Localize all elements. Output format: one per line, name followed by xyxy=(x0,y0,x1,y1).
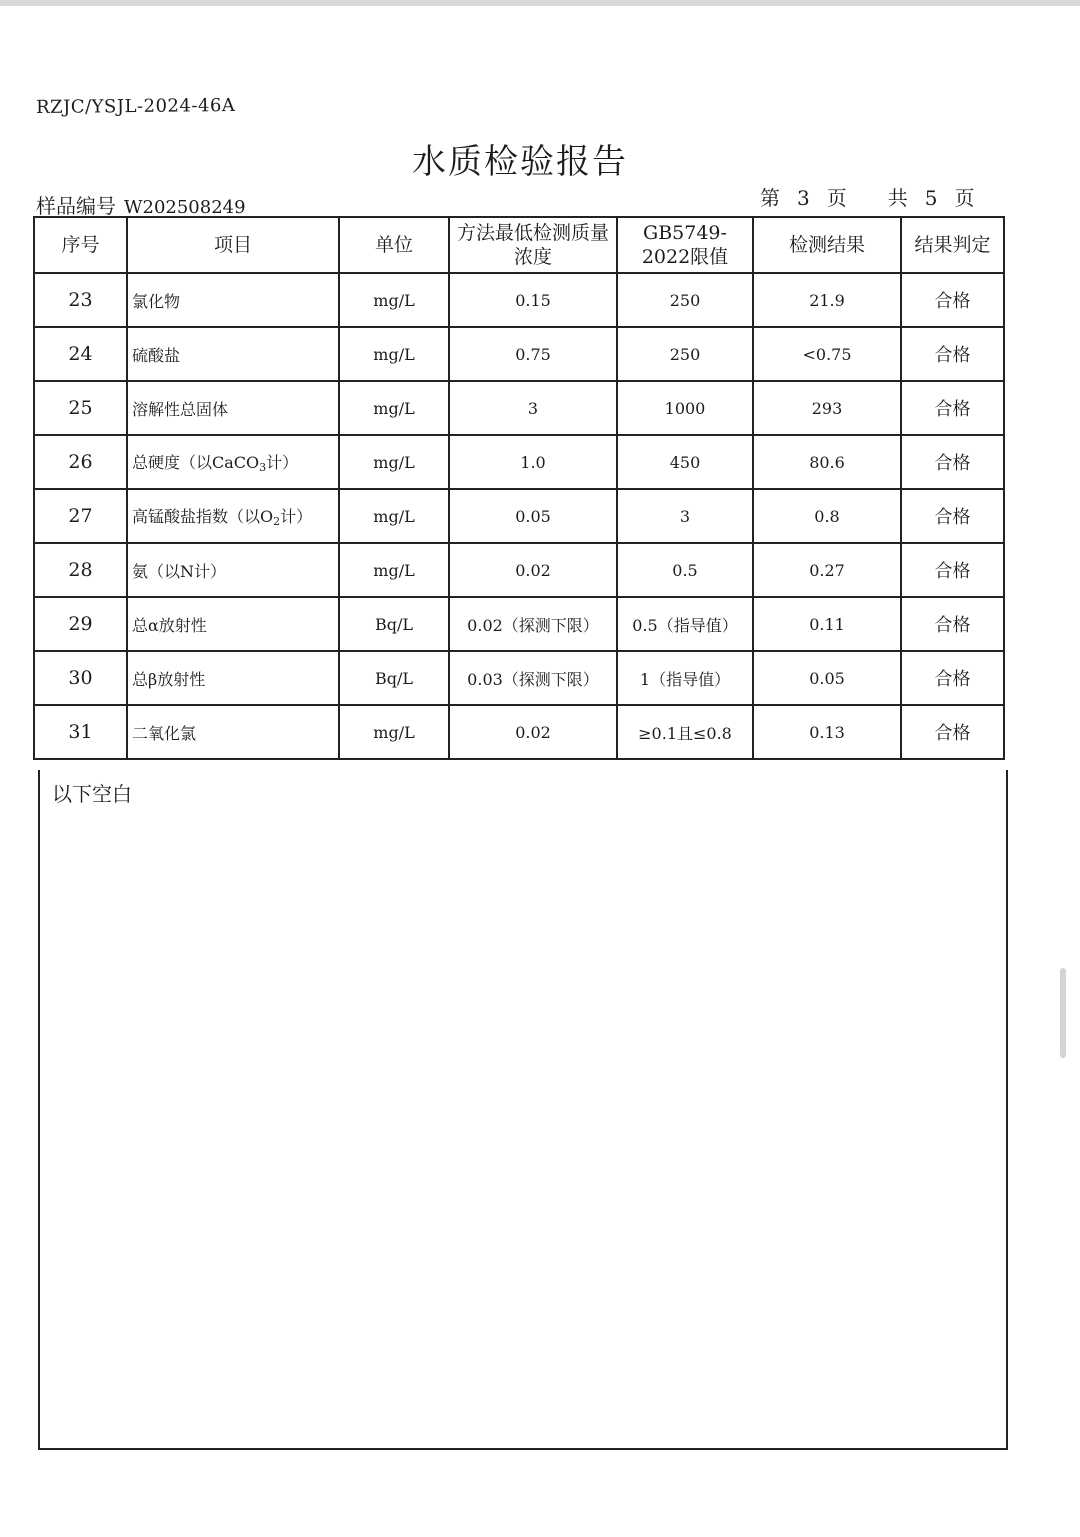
cell-limit: 3 xyxy=(617,489,753,543)
document-code: RZJC/YSJL-2024-46A xyxy=(35,94,236,119)
blank-note: 以下空白 xyxy=(52,782,132,806)
cell-judge: 合格 xyxy=(901,381,1004,435)
cell-unit: Bq/L xyxy=(339,597,449,651)
cell-result: 0.11 xyxy=(753,597,901,651)
total-suffix: 页 xyxy=(954,186,976,210)
item-text-end: 计） xyxy=(280,507,313,526)
header-seq: 序号 xyxy=(34,217,127,273)
sample-number-value: W202508249 xyxy=(124,197,246,218)
cell-item: 氯化物 xyxy=(127,273,339,327)
cell-judge: 合格 xyxy=(901,651,1004,705)
cell-item: 二氧化氯 xyxy=(127,705,339,759)
header-judgement: 结果判定 xyxy=(901,217,1004,273)
scrollbar-handle[interactable] xyxy=(1060,968,1066,1058)
page-current: 3 xyxy=(797,186,811,210)
cell-limit: 1（指导值） xyxy=(617,651,753,705)
cell-result: 0.13 xyxy=(753,705,901,759)
red-seal-fragment xyxy=(1030,1030,1080,1250)
table-row xyxy=(34,651,1004,705)
cell-method: 0.02 xyxy=(449,543,617,597)
cell-unit: Bq/L xyxy=(339,651,449,705)
cell-seq: 29 xyxy=(34,597,127,651)
results-table xyxy=(33,216,1005,760)
sample-number-line xyxy=(36,190,246,219)
cell-seq: 25 xyxy=(34,381,127,435)
table-row xyxy=(34,273,1004,327)
cell-result: 0.05 xyxy=(753,651,901,705)
cell-unit: mg/L xyxy=(339,327,449,381)
table-header-row xyxy=(34,217,1004,273)
cell-result: <0.75 xyxy=(753,327,901,381)
item-subscript: 3 xyxy=(259,461,267,474)
cell-item xyxy=(127,489,339,543)
cell-item: 总β放射性 xyxy=(127,651,339,705)
cell-method: 3 xyxy=(449,381,617,435)
header-standard-limit: GB5749-2022限值 xyxy=(617,217,753,273)
cell-judge: 合格 xyxy=(901,597,1004,651)
cell-method: 0.03（探测下限） xyxy=(449,651,617,705)
top-edge xyxy=(0,0,1080,6)
item-text-end: 计） xyxy=(266,453,299,472)
cell-judge: 合格 xyxy=(901,327,1004,381)
header-result: 检测结果 xyxy=(753,217,901,273)
page-indicator xyxy=(760,182,991,211)
cell-seq: 23 xyxy=(34,273,127,327)
cell-limit: 250 xyxy=(617,273,753,327)
cell-method: 0.02 xyxy=(449,705,617,759)
cell-method: 0.05 xyxy=(449,489,617,543)
cell-seq: 27 xyxy=(34,489,127,543)
table-row xyxy=(34,705,1004,759)
page-suffix: 页 xyxy=(826,186,848,210)
cell-judge: 合格 xyxy=(901,543,1004,597)
cell-result: 0.27 xyxy=(753,543,901,597)
header-method-limit: 方法最低检测质量浓度 xyxy=(449,217,617,273)
cell-limit: 450 xyxy=(617,435,753,489)
cell-limit: 0.5 xyxy=(617,543,753,597)
cell-seq: 26 xyxy=(34,435,127,489)
cell-judge: 合格 xyxy=(901,273,1004,327)
table-row xyxy=(34,435,1004,489)
cell-result: 293 xyxy=(753,381,901,435)
total-prefix: 共 xyxy=(887,186,909,210)
cell-limit: 250 xyxy=(617,327,753,381)
cell-result: 21.9 xyxy=(753,273,901,327)
cell-item: 硫酸盐 xyxy=(127,327,339,381)
cell-seq: 30 xyxy=(34,651,127,705)
cell-item: 总α放射性 xyxy=(127,597,339,651)
cell-method: 1.0 xyxy=(449,435,617,489)
cell-seq: 28 xyxy=(34,543,127,597)
table-row xyxy=(34,489,1004,543)
item-text: 高锰酸盐指数（以O xyxy=(132,507,274,526)
sample-number-label: 样品编号 xyxy=(36,194,116,218)
item-subscript: 2 xyxy=(273,515,281,528)
cell-unit: mg/L xyxy=(339,543,449,597)
cell-result: 0.8 xyxy=(753,489,901,543)
header-item: 项目 xyxy=(127,217,339,273)
document-title: 水质检验报告 xyxy=(412,142,628,182)
cell-unit: mg/L xyxy=(339,273,449,327)
page-prefix: 第 xyxy=(760,186,781,210)
cell-item: 溶解性总固体 xyxy=(127,381,339,435)
cell-result: 80.6 xyxy=(753,435,901,489)
table-row xyxy=(34,597,1004,651)
item-text: 总硬度（以CaCO xyxy=(132,453,260,472)
page-total: 5 xyxy=(924,186,939,210)
cell-unit: mg/L xyxy=(339,381,449,435)
table-row xyxy=(34,327,1004,381)
cell-limit: ≥0.1且≤0.8 xyxy=(617,705,753,759)
cell-seq: 24 xyxy=(34,327,127,381)
cell-method: 0.02（探测下限） xyxy=(449,597,617,651)
table-row xyxy=(34,381,1004,435)
blank-area xyxy=(38,770,1008,1450)
cell-limit: 1000 xyxy=(617,381,753,435)
cell-item xyxy=(127,435,339,489)
cell-judge: 合格 xyxy=(901,705,1004,759)
cell-seq: 31 xyxy=(34,705,127,759)
cell-judge: 合格 xyxy=(901,489,1004,543)
cell-unit: mg/L xyxy=(339,489,449,543)
cell-method: 0.15 xyxy=(449,273,617,327)
cell-unit: mg/L xyxy=(339,435,449,489)
cell-unit: mg/L xyxy=(339,705,449,759)
header-unit: 单位 xyxy=(339,217,449,273)
table-row xyxy=(34,543,1004,597)
cell-method: 0.75 xyxy=(449,327,617,381)
cell-judge: 合格 xyxy=(901,435,1004,489)
cell-item: 氨（以N计） xyxy=(127,543,339,597)
cell-limit: 0.5（指导值） xyxy=(617,597,753,651)
